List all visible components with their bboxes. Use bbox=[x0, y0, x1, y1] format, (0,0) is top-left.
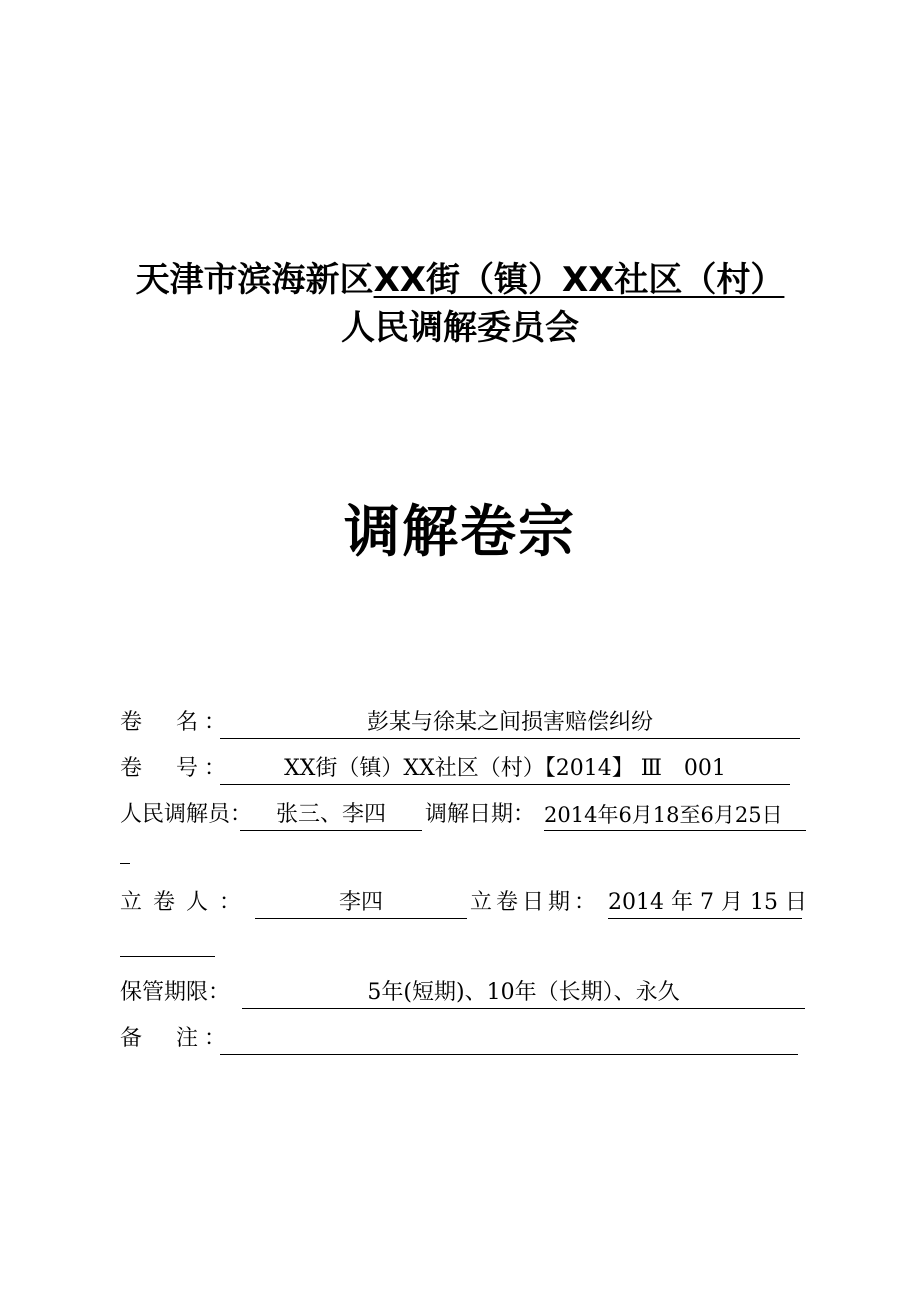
committee-title-line-2: 人民调解委员会 bbox=[341, 308, 579, 348]
case-name-label: 卷 名： bbox=[120, 710, 233, 735]
retention-field: 5年(短期)、10年（长期）、永久 bbox=[242, 976, 805, 1009]
document-title: 调解卷宗 bbox=[344, 499, 576, 565]
committee-title-prefix: 天津市滨海新区 bbox=[135, 260, 374, 300]
filing-date-field: 2014 年 7 月 15 日 bbox=[608, 886, 802, 919]
remarks-field bbox=[220, 1022, 798, 1055]
wrap-underline-1 bbox=[120, 863, 130, 864]
mediator-label: 人民调解员： bbox=[120, 802, 253, 827]
remarks-label: 备 注： bbox=[120, 1026, 233, 1051]
retention-label: 保管期限： bbox=[120, 980, 231, 1005]
mediation-date-label: 调解日期： bbox=[425, 802, 536, 827]
committee-title-line-1 bbox=[0, 252, 920, 301]
mediator-row bbox=[120, 798, 810, 832]
retention-row bbox=[120, 976, 810, 1010]
case-number-field: XX街（镇）XX社区（村）【2014】 Ⅲ 001 bbox=[220, 752, 790, 785]
filer-row bbox=[120, 886, 810, 920]
mediation-date-field: 2014年6月18至6月25日 bbox=[544, 798, 806, 831]
mediator-field: 张三、李四 bbox=[240, 798, 422, 831]
case-name-row bbox=[120, 706, 810, 740]
filer-field: 李四 bbox=[255, 886, 467, 919]
committee-title-district: XX街（镇）XX社区（村） bbox=[373, 260, 785, 300]
filer-label: 立 卷 人 ： bbox=[120, 890, 243, 915]
filing-date-label: 立卷日期： bbox=[470, 890, 601, 915]
case-number-row bbox=[120, 752, 810, 786]
case-number-label: 卷 号： bbox=[120, 756, 233, 781]
case-name-field: 彭某与徐某之间损害赔偿纠纷 bbox=[220, 706, 800, 739]
wrap-underline-2 bbox=[120, 956, 215, 957]
remarks-row bbox=[120, 1022, 810, 1056]
